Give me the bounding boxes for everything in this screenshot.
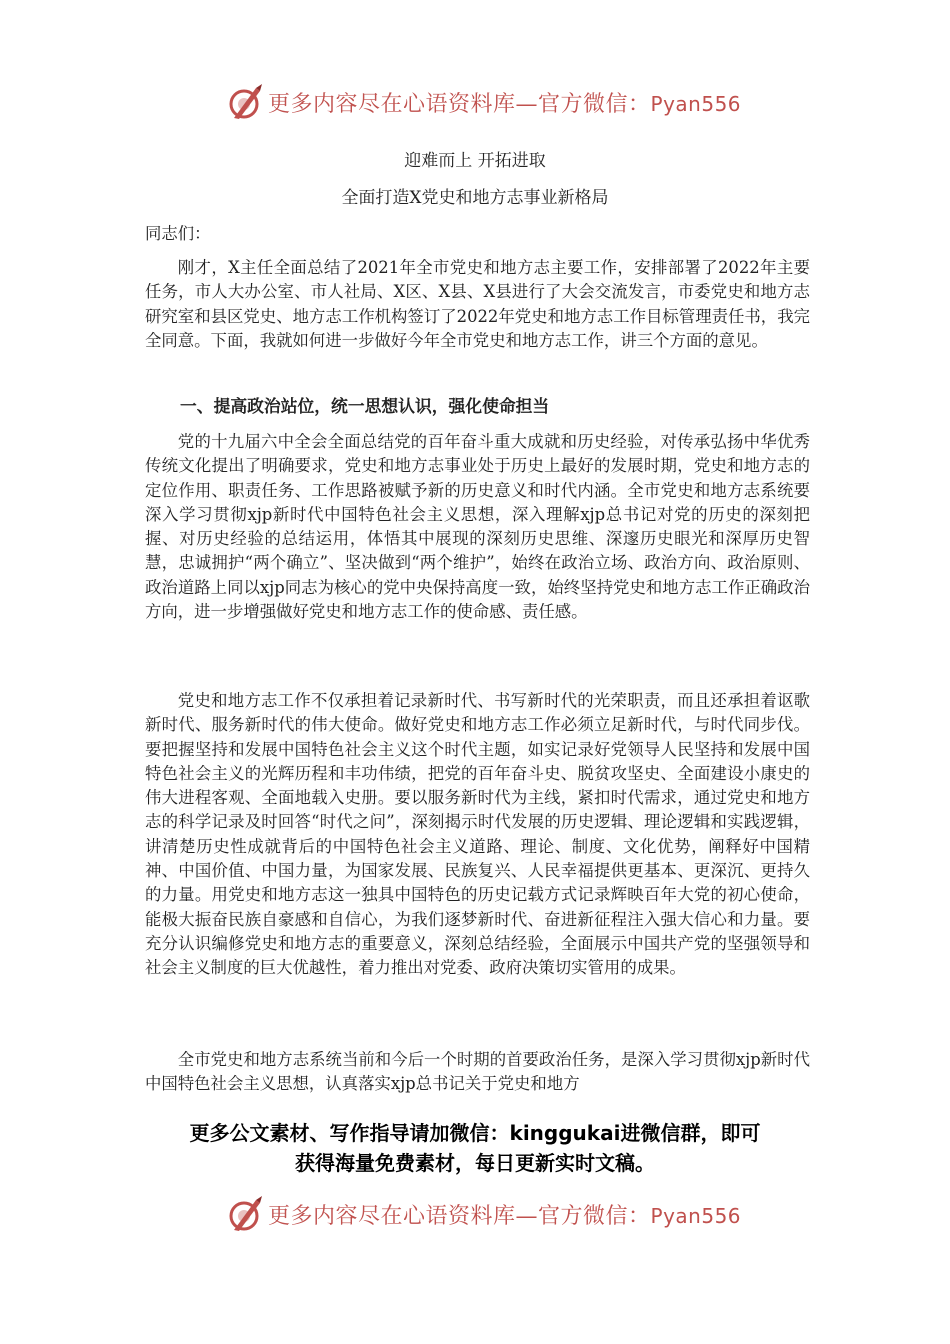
promo-notice bbox=[0, 1118, 950, 1178]
paragraph-text: 党的十九届六中全会全面总结党的百年奋斗重大成就和历史经验，对传承弘扬中华优秀传统文化提出了明确要求，党史和地方志事业处于历史上最好的发展时期，党史和地方志的定位作用、职责任务、工作思路被赋予新的历史意义和时代内涵。全市党史和地方志系统要深入学习贯彻xjp新时代中国特色社会主义思想，深入理解xjp总书记对党的历史的深刻把握、对历史经验的总结运用，体悟其中展现的深刻历史思维、深邃历史眼光和深厚历史智慧，忠诚拥护“两个确立”、坚决做到“两个维护”，始终在政治立场、政治方向、政治原则、政治道路上同以xjp同志为核心的党中央保持高度一致，始终坚持党史和地方志工作正确政治方向，进一步增强做好党史和地方志工作的使命感、责任感。 bbox=[145, 432, 810, 622]
footer-banner bbox=[0, 1192, 950, 1236]
paragraph-3 bbox=[145, 689, 810, 981]
promo-line-1: 更多公文素材、写作指导请加微信：kinggukai进微信群，即可 bbox=[189, 1121, 761, 1145]
wechat-id: Pyan556 bbox=[650, 91, 742, 116]
document-subtitle: 全面打造X党史和地方志事业新格局 bbox=[341, 188, 609, 208]
banner-text: 更多内容尽在心语资料库—官方微信：Pyan556 bbox=[268, 91, 742, 117]
banner-text: 更多内容尽在心语资料库—官方微信：Pyan556 bbox=[268, 1203, 742, 1229]
pen-logo-icon bbox=[226, 82, 266, 122]
paragraph-text: 全市党史和地方志系统当前和今后一个时期的首要政治任务，是深入学习贯彻xjp新时代中国特色社会主义思想，认真落实xjp总书记关于党史和地方 bbox=[145, 1050, 810, 1094]
paragraph-4 bbox=[145, 1048, 810, 1097]
paragraph-text: 刚才，X主任全面总结了2021年全市党史和地方志主要工作，安排部署了2022年主要任务，市人大办公室、市人社局、X区、X县、X县进行了大会交流发言，市委党史和地方志研究室和县区党史、地方志工作机构签订了2022年党史和地方志工作目标管理责任书，我完全同意。下面，我就如何进一步做好今年全市党史和地方志工作，讲三个方面的意见。 bbox=[145, 258, 810, 350]
section-heading: 一、提高政治站位，统一思想认识，强化使命担当 bbox=[180, 396, 550, 416]
wechat-id: Pyan556 bbox=[650, 1203, 742, 1228]
pen-logo-icon bbox=[226, 1194, 266, 1234]
promo-line-2: 获得海量免费素材，每日更新实时文稿。 bbox=[295, 1151, 655, 1175]
paragraph-1 bbox=[145, 256, 810, 353]
paragraph-text: 党史和地方志工作不仅承担着记录新时代、书写新时代的光荣职责，而且还承担着讴歌新时代、服务新时代的伟大使命。做好党史和地方志工作必须立足新时代，与时代同步伐。要把握坚持和发展中国特色社会主义这个时代主题，如实记录好党领导人民坚持和发展中国特色社会主义的光辉历程和丰功伟绩，把党的百年奋斗史、脱贫攻坚史、全面建设小康史的伟大进程客观、全面地载入史册。要以服务新时代为主线，紧扣时代需求，通过党史和地方志的科学记录及时回答“时代之问”，深刻揭示时代发展的历史逻辑、理论逻辑和实践逻辑，讲清楚历史性成就背后的中国特色社会主义道路、理论、制度、文化优势，阐释好中国精神、中国价值、中国力量，为国家发展、民族复兴、人民幸福提供更基本、更深沉、更持久的力量。用党史和地方志这一独具中国特色的历史记载方式记录辉映百年大党的初心使命，能极大振奋民族自豪感和自信心，为我们逐梦新时代、奋进新征程注入强大信心和力量。要充分认识编修党史和地方志的重要意义，深刻总结经验，全面展示中国共产党的坚强领导和社会主义制度的巨大优越性，着力推出对党委、政府决策切实管用的成果。 bbox=[145, 691, 810, 978]
document-title: 迎难而上 开拓进取 bbox=[404, 151, 546, 171]
header-banner bbox=[0, 80, 950, 124]
salutation: 同志们： bbox=[145, 224, 211, 243]
paragraph-2 bbox=[145, 430, 810, 624]
